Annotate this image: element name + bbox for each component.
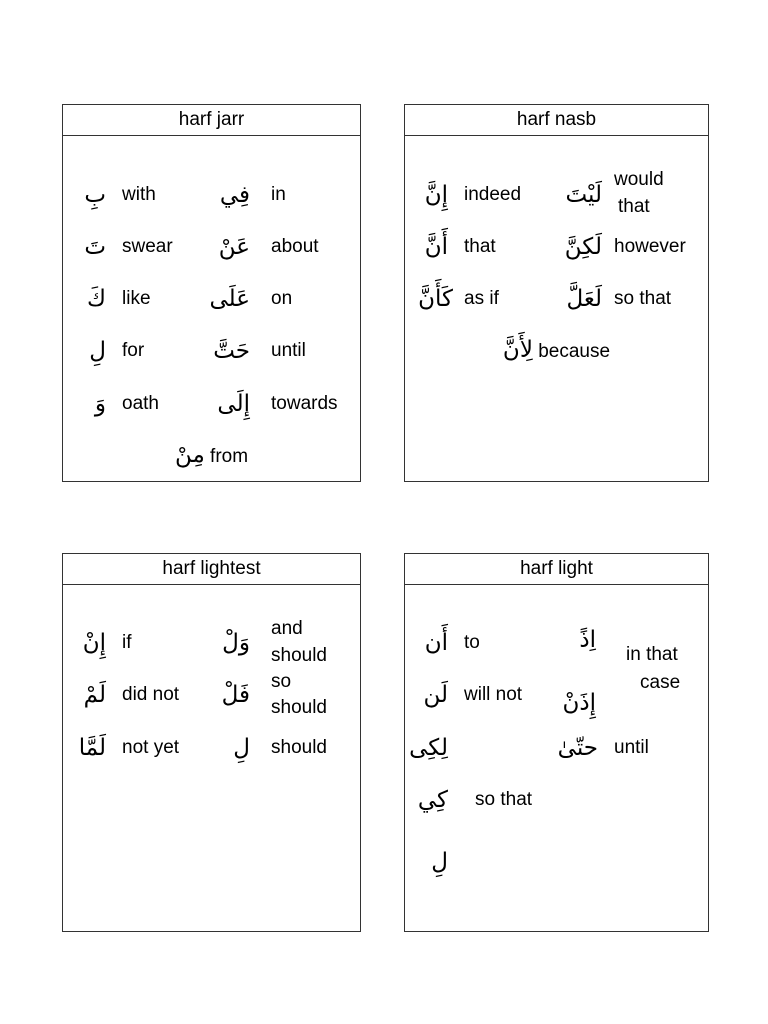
english-meaning: about [271, 236, 319, 257]
arabic-word: أَن [424, 630, 448, 656]
card-harf-jarr [62, 104, 361, 482]
english-meaning-line2: should [271, 645, 327, 666]
english-meaning: with [122, 184, 156, 205]
arabic-word: إِذَنْ [562, 690, 596, 716]
card-footer-row [405, 336, 708, 366]
arabic-word: بِ [84, 182, 106, 208]
english-meaning: like [122, 288, 151, 309]
english-meaning: so that [475, 789, 533, 810]
card-footer-row [63, 441, 360, 471]
arabic-word: لَمْ [83, 682, 106, 708]
arabic-word: اِذً [579, 627, 596, 653]
arabic-word: لِكِى [409, 735, 448, 761]
card-title: harf lightest [63, 554, 360, 585]
english-meaning-line1: in that [626, 644, 678, 665]
arabic-word: تَ [84, 234, 106, 260]
english-meaning: oath [122, 393, 159, 414]
english-meaning: did not [122, 684, 180, 705]
arabic-word: مِنْ [174, 442, 205, 468]
english-meaning: for [122, 340, 145, 361]
arabic-word: كَ [87, 286, 106, 312]
arabic-word: لَيْتَ [565, 182, 602, 208]
english-meaning-line2: that [618, 196, 650, 217]
card-harf-nasb [404, 104, 709, 482]
arabic-word: أَنَّ [424, 234, 448, 260]
arabic-word: لَمَّا [78, 735, 106, 761]
arabic-word: لِ [431, 849, 448, 875]
arabic-word: فِي [219, 182, 250, 208]
arabic-word: إِنَّ [424, 182, 448, 208]
arabic-word: لَعَلَّ [566, 286, 602, 312]
english-meaning-line2: should [271, 697, 327, 718]
arabic-word: وَ [94, 391, 106, 417]
card-title: harf light [405, 554, 708, 585]
arabic-word: كِي [417, 787, 448, 813]
english-meaning-line1: would [614, 169, 664, 190]
english-meaning: swear [122, 236, 173, 257]
card-title: harf nasb [405, 105, 708, 136]
arabic-word: عَلَى [209, 286, 250, 312]
arabic-word: حَتَّ [213, 338, 250, 364]
arabic-word: لِ [233, 735, 250, 761]
arabic-word: لَن [423, 682, 448, 708]
english-meaning: from [210, 446, 249, 467]
arabic-word: كَأَنَّ [418, 286, 453, 312]
english-meaning: however [614, 236, 686, 257]
english-meaning: towards [271, 393, 338, 414]
card-harf-light [404, 553, 709, 932]
english-meaning: until [271, 340, 306, 361]
arabic-word: عَنْ [218, 234, 250, 260]
english-meaning: will not [464, 684, 523, 705]
english-meaning-line1: and [271, 618, 303, 639]
english-meaning: until [614, 737, 649, 758]
english-meaning: if [122, 632, 132, 653]
arabic-word: وَلْ [222, 630, 250, 656]
arabic-word: فَلْ [221, 682, 250, 708]
english-meaning: as if [464, 288, 499, 309]
arabic-word: لِ [89, 338, 106, 364]
english-meaning: in [271, 184, 286, 205]
english-meaning: because [538, 341, 611, 362]
arabic-word: إِنْ [82, 630, 106, 656]
english-meaning-line1: so [271, 671, 292, 692]
arabic-word: لِأَنَّ [502, 337, 533, 363]
english-meaning: not yet [122, 737, 180, 758]
arabic-word: لَكِنَّ [564, 234, 602, 260]
english-meaning: to [464, 632, 480, 653]
arabic-word: إِلَى [217, 391, 250, 417]
english-meaning: should [271, 737, 327, 758]
english-meaning: on [271, 288, 293, 309]
card-title: harf jarr [63, 105, 360, 136]
english-meaning: that [464, 236, 496, 257]
arabic-word: حتّىٰ [557, 735, 598, 761]
english-meaning: so that [614, 288, 672, 309]
english-meaning: indeed [464, 184, 522, 205]
card-harf-lightest [62, 553, 361, 932]
english-meaning-line2: case [640, 672, 681, 693]
